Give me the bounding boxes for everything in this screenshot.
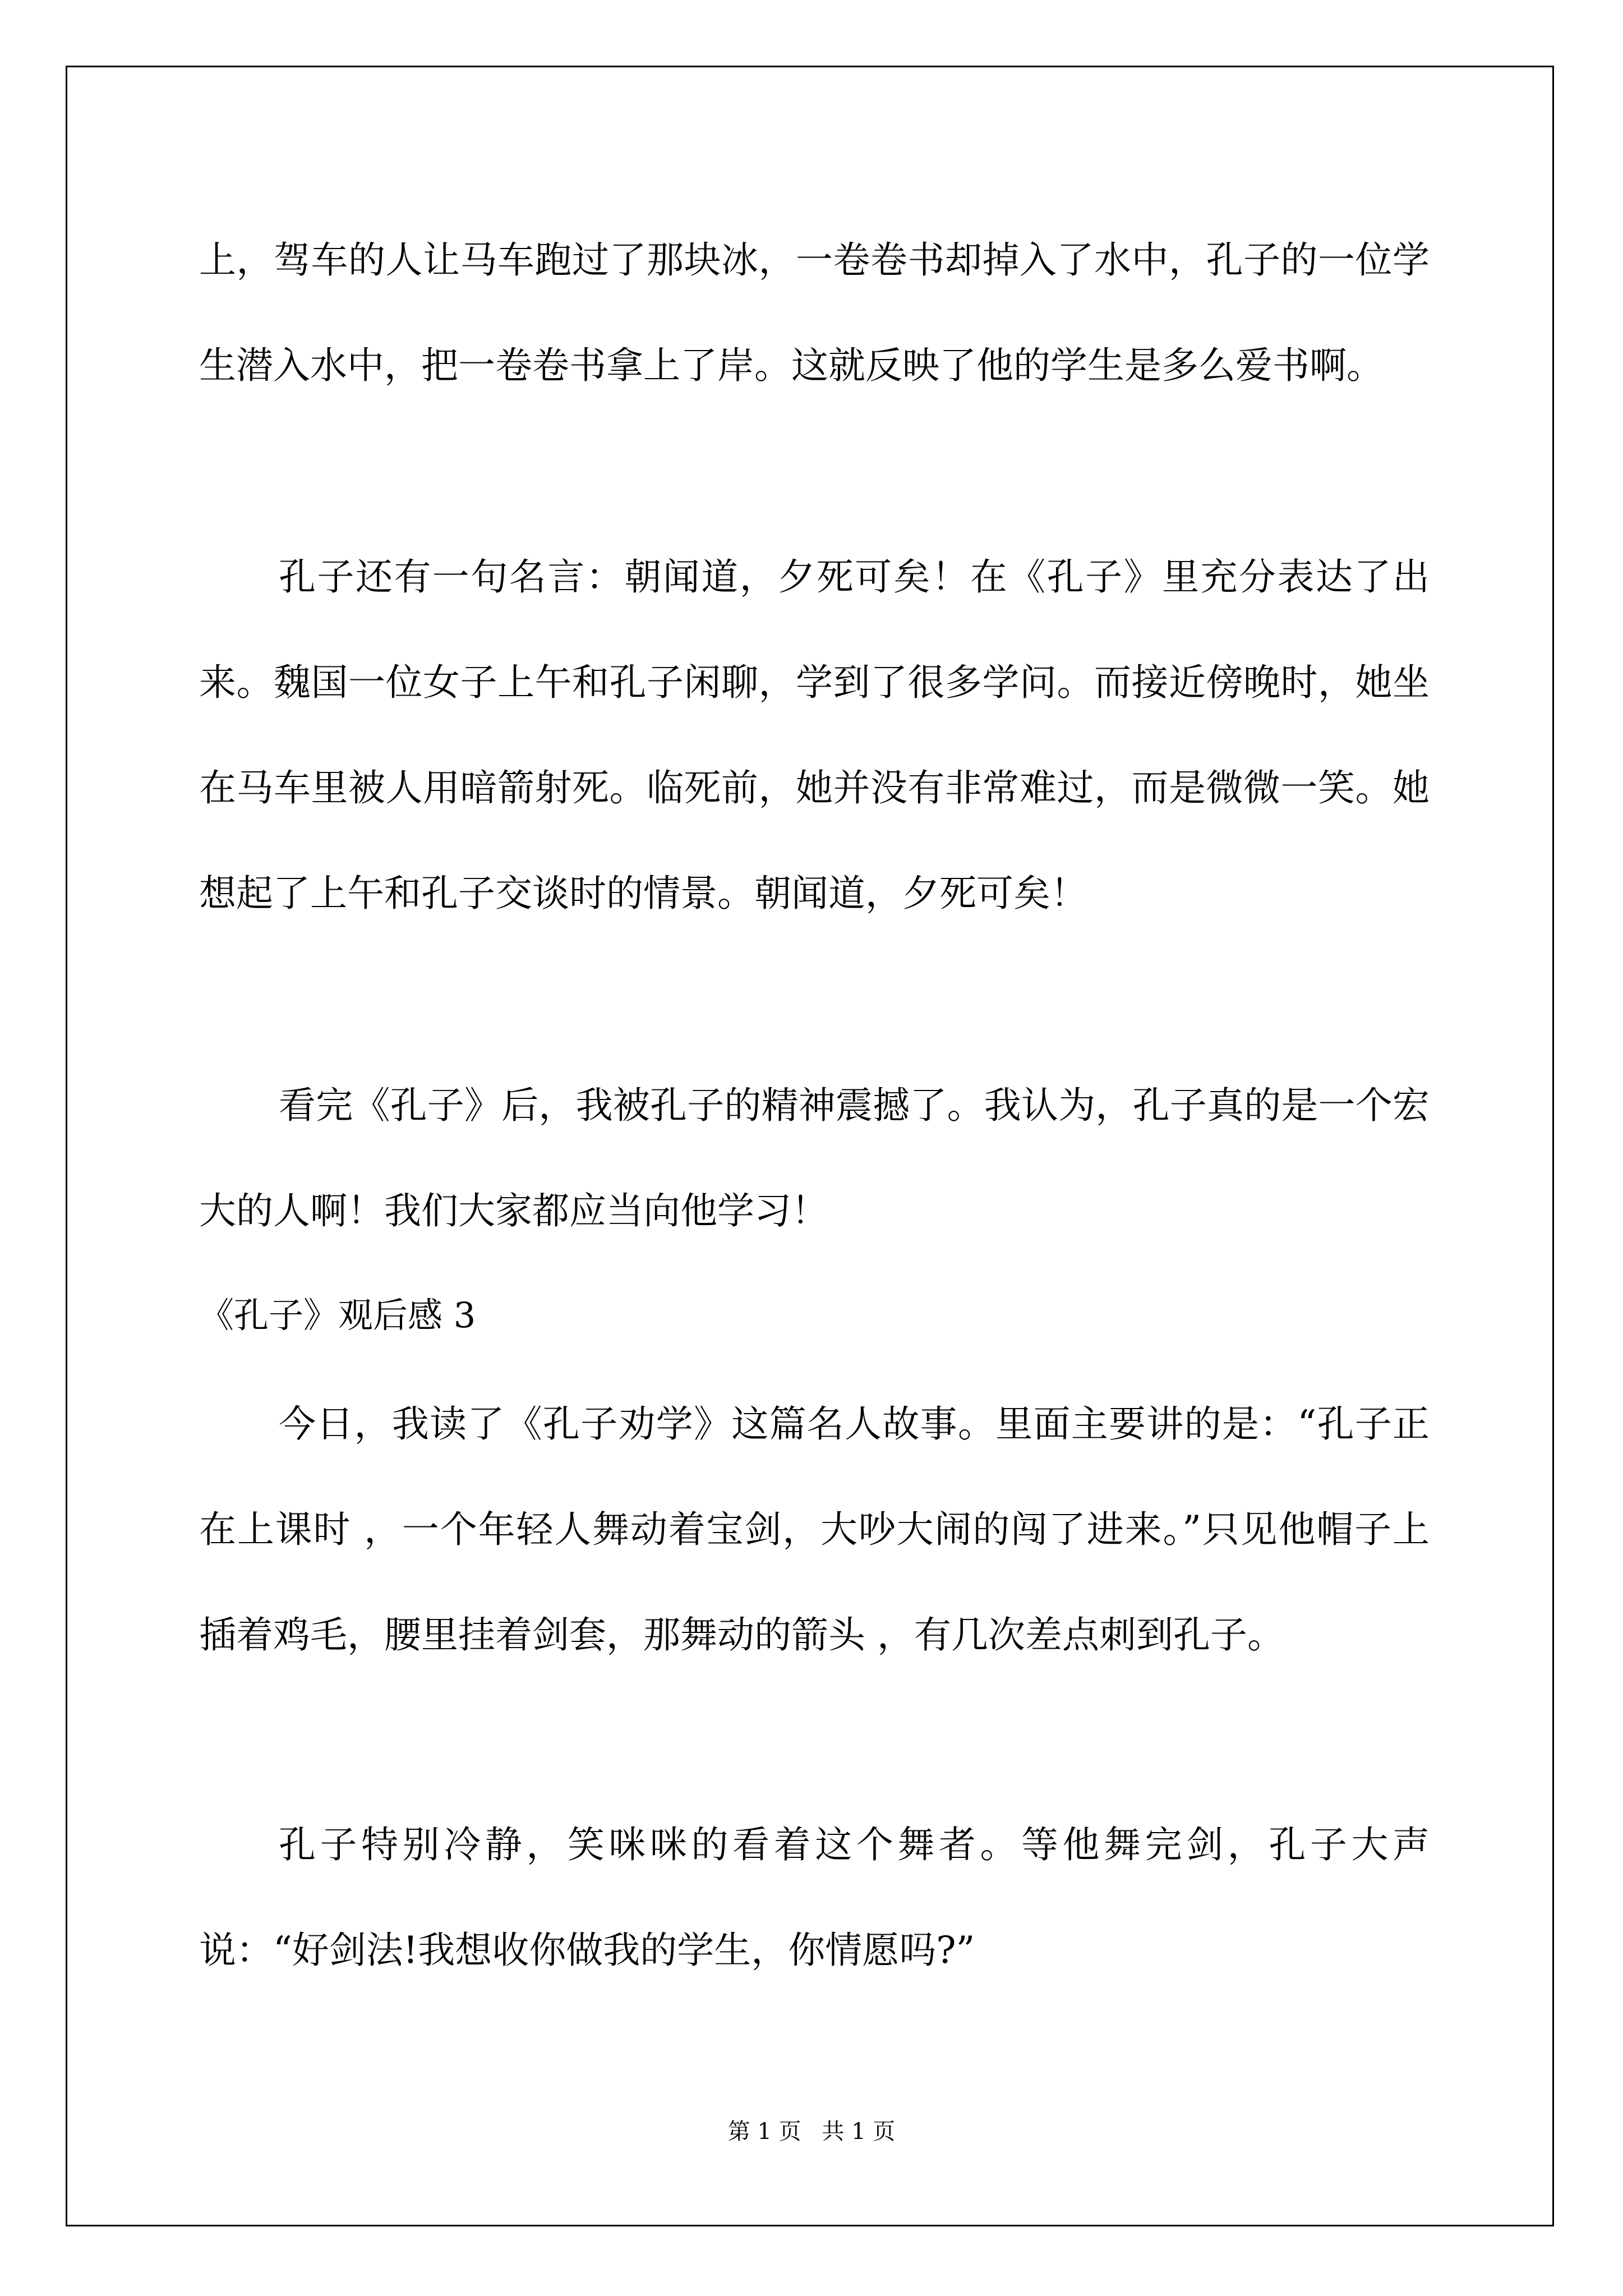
page-total: 共 1 页 [822, 2119, 896, 2145]
page-footer [0, 2115, 1623, 2148]
paragraph: 孔子还有一句名言：朝闻道，夕死可矣！在《孔子》里充分表达了出来。魏国一位女子上午和孔子闲聊，学到了很多学问。而接近傍晚时，她坐在马车里被人用暗箭射死。临死前，她并没有非常难过，而是微微一笑。她想起了上午和孔子交谈时的情景。朝闻道，夕死可矣！ [199, 555, 1430, 915]
paragraph: 今日，我读了《孔子劝学》这篇名人故事。里面主要讲的是：“孔子正在上课时 ，一个年轻人舞动着宝剑，大吵大闹的闯了进来。”只见他帽子上插着鸡毛，腰里挂着剑套，那舞动的箭头 ，有几次差点刺到孔子。 [199, 1402, 1430, 1657]
paragraph: 孔子特别冷静，笑咪咪的看着这个舞者。等他舞完剑，孔子大声说：“好剑法!我想收你做我的学生，你情愿吗?” [199, 1823, 1430, 1972]
page-number: 第 1 页 [727, 2119, 801, 2145]
section-heading: 《孔子》观后感 3 [199, 1295, 476, 1336]
paragraph: 看完《孔子》后，我被孔子的精神震撼了。我认为，孔子真的是一个宏大的人啊！我们大家都应当向他学习！ [199, 1084, 1430, 1232]
paragraph-continuation: 上，驾车的人让马车跑过了那块冰，一卷卷书却掉入了水中，孔子的一位学生潜入水中，把一卷卷书拿上了岸。这就反映了他的学生是多么爱书啊。 [199, 238, 1430, 387]
